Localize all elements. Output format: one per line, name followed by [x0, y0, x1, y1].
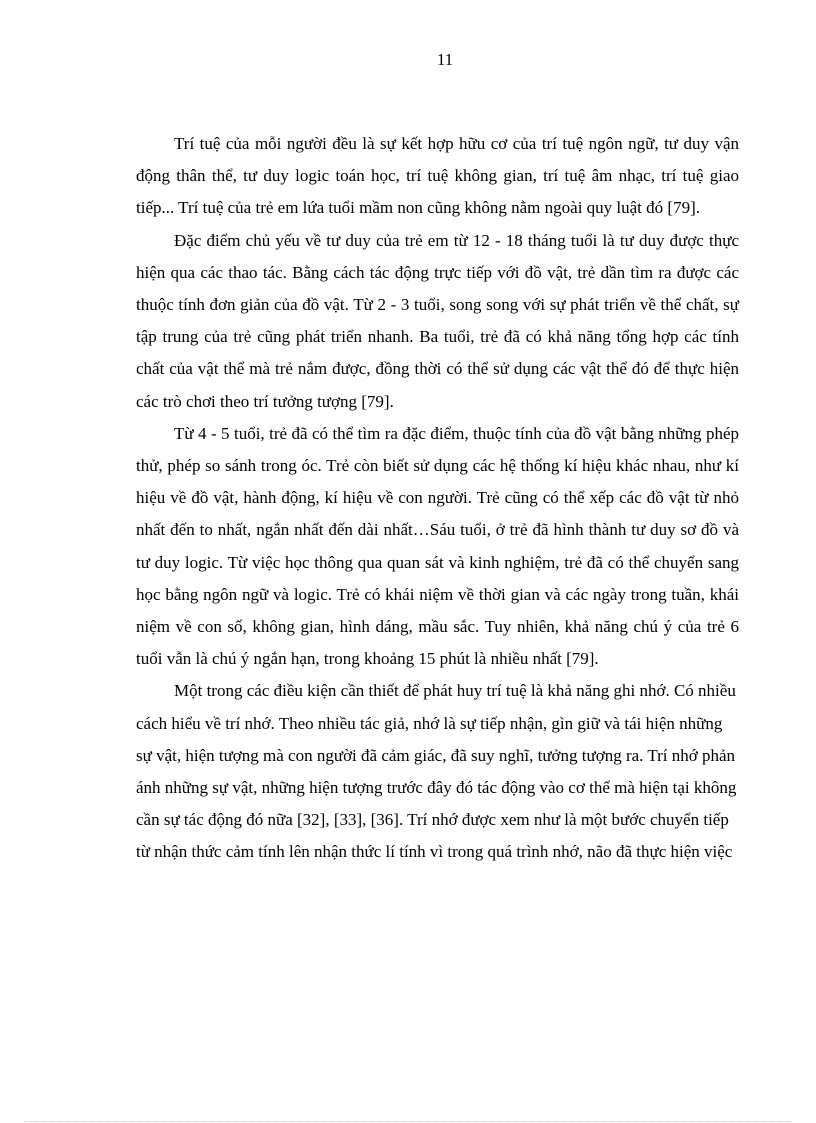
page-number: 11 [436, 50, 454, 69]
document-body [136, 128, 739, 869]
paragraph-thinking-4-6-years: Từ 4 - 5 tuổi, trẻ đã có thể tìm ra đặc điểm, thuộc tính của đồ vật bằng những phép thử, phép so sánh trong óc. Trẻ còn biết sử dụng các hệ thống kí hiệu khác nhau, như kí hiệu về đồ vật, hành động, kí hiệu về con người. Trẻ cũng có thể xếp các đồ vật từ nhỏ nhất đến to nhất, ngắn nhất đến dài nhất…Sáu tuổi, ở trẻ đã hình thành tư duy sơ đồ và tư duy logic. Từ việc học thông qua quan sát và kinh nghiệm, trẻ đã có thể chuyển sang học bằng ngôn ngữ và logic. Trẻ có khái niệm về thời gian và các ngày trong tuần, khái niệm về con số, không gian, hình dáng, mầu sắc. Tuy nhiên, khả năng chú ý của trẻ 6 tuổi vẫn là chú ý ngắn hạn, trong khoảng 15 phút là nhiều nhất [79]. [136, 423, 739, 669]
paragraph-thinking-12-18-months: Đặc điểm chủ yếu về tư duy của trẻ em từ 12 - 18 tháng tuổi là tư duy được thực hiện qua các thao tác. Bằng cách tác động trực tiếp với đồ vật, trẻ dần tìm ra được các thuộc tính đơn giản của đồ vật. Từ 2 - 3 tuổi, song song với sự phát triển về thể chất, sự tập trung của trẻ cũng phát triển nhanh. Ba tuổi, trẻ đã có khả năng tổng hợp các tính chất của vật thể mà trẻ nắm được, đồng thời có thể sử dụng các vật thể đó để thực hiện các trò chơi theo trí tưởng tượng [79]. [136, 230, 739, 411]
page-bottom-divider [24, 1121, 792, 1122]
paragraph-memory: Một trong các điều kiện cần thiết để phát huy trí tuệ là khả năng ghi nhớ. Có nhiều cách hiểu về trí nhớ. Theo nhiều tác giả, nhớ là sự tiếp nhận, gìn giữ và tái hiện những sự vật, hiện tượng mà con người đã cảm giác, đã suy nghĩ, tưởng tượng ra. Trí nhớ phản ánh những sự vật, những hiện tượng trước đây đó tác động vào cơ thể mà hiện tại không cần sự tác động đó nữa [32], [33], [36]. Trí nhớ được xem như là một bước chuyển tiếp từ nhận thức cảm tính lên nhận thức lí tính vì trong quá trình nhớ, não đã thực hiện việc [136, 681, 737, 862]
paragraph-intelligence-definition: Trí tuệ của mỗi người đều là sự kết hợp hữu cơ của trí tuệ ngôn ngữ, tư duy vận động thân thể, tư duy logic toán học, trí tuệ không gian, trí tuệ âm nhạc, trí tuệ giao tiếp... Trí tuệ của trẻ em lứa tuổi mầm non cũng không nằm ngoài quy luật đó [79]. [136, 134, 739, 218]
